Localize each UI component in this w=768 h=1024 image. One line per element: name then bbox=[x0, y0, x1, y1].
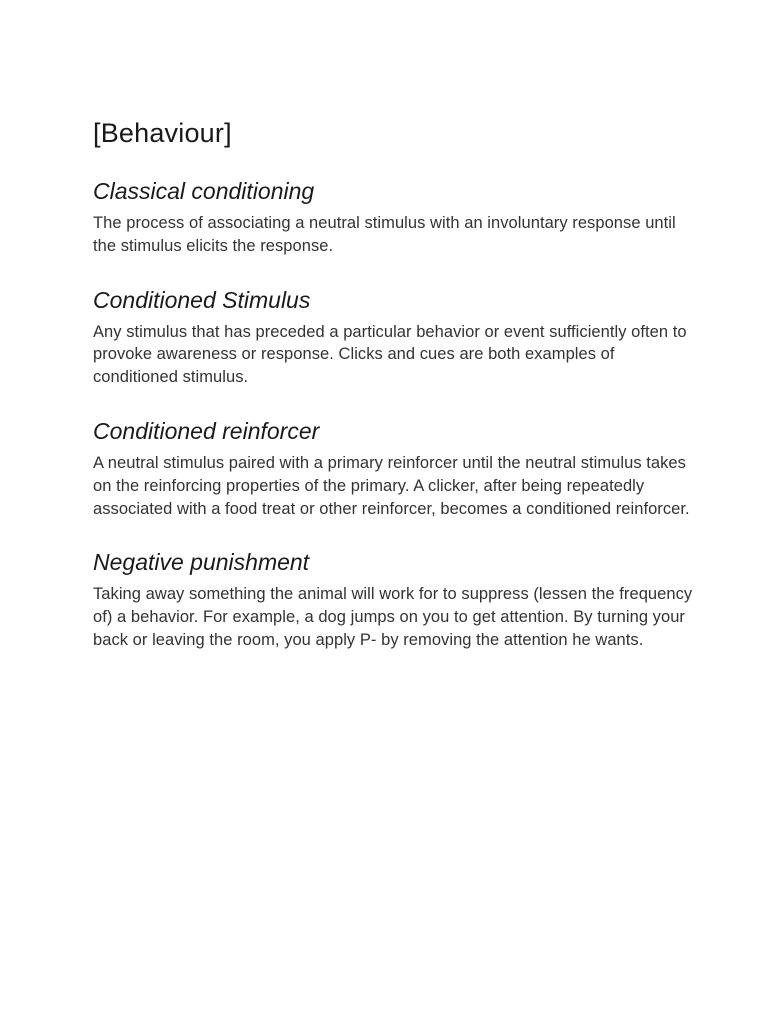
term-definition: Any stimulus that has preceded a particular behavior or event sufficiently often to provoke awareness or response. Clicks and cues are both examples of conditioned stimulus. bbox=[93, 322, 687, 387]
term-definition: A neutral stimulus paired with a primary reinforcer until the neutral stimulus takes on the reinforcing properties of the primary. A clicker, after being repeatedly associated with a food treat or other reinforcer, becomes a conditioned reinforcer. bbox=[93, 453, 690, 518]
glossary-entry-negative-punishment bbox=[93, 547, 693, 651]
glossary-entry-classical-conditioning bbox=[93, 176, 693, 258]
term-definition: The process of associating a neutral stimulus with an involuntary response until the stimulus elicits the response. bbox=[93, 214, 676, 255]
term-heading: Classical conditioning bbox=[93, 178, 315, 204]
glossary-entry-conditioned-reinforcer bbox=[93, 416, 693, 520]
document-page bbox=[93, 114, 693, 652]
term-heading: Conditioned reinforcer bbox=[93, 417, 320, 444]
term-heading: Conditioned Stimulus bbox=[93, 286, 311, 313]
glossary-entry-conditioned-stimulus bbox=[93, 285, 693, 389]
term-definition: Taking away something the animal will work for to suppress (lessen the frequency of) a behavior. For example, a dog jumps on you to get attention. By turning your back or leaving the room, you apply P- by removing the attention he wants. bbox=[93, 585, 693, 649]
term-heading: Negative punishment bbox=[93, 549, 310, 576]
document-title: [Behaviour] bbox=[93, 118, 232, 148]
